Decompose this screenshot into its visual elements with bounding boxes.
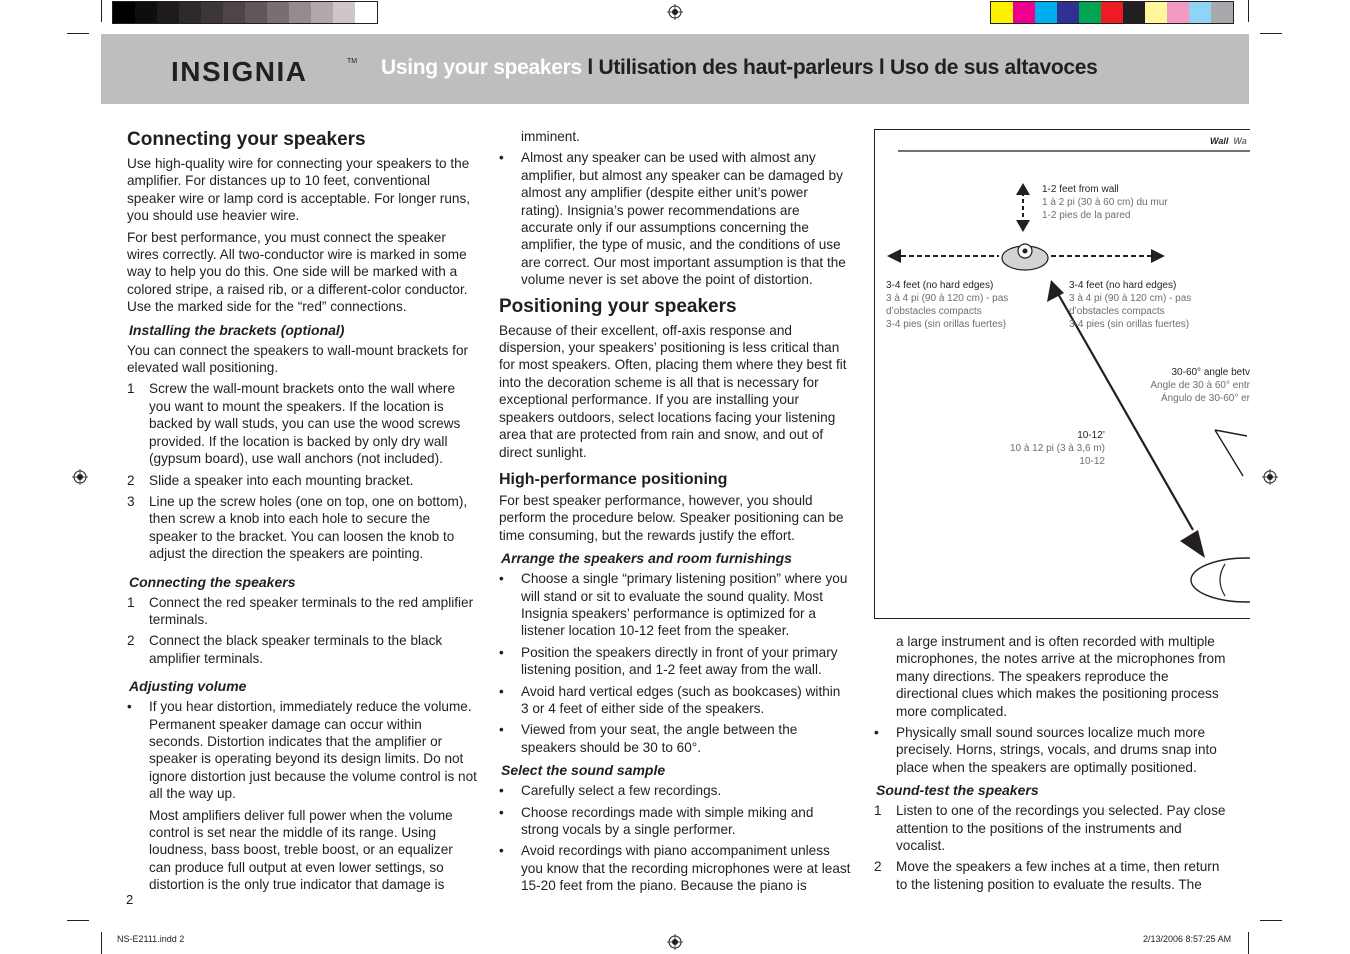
- color-swatch: [289, 2, 311, 23]
- color-swatch: [1035, 2, 1057, 23]
- list-item: 3 Line up the screw holes (one on top, one on bottom), then screw a knob into each hole to secure the speaker to the bracket. You can loosen the knob to adjust the direction the speakers are pointing.: [127, 493, 468, 562]
- color-swatch: [1145, 2, 1167, 23]
- color-swatch: [179, 2, 201, 23]
- angle-marker: [1215, 430, 1247, 476]
- registration-target-icon: [72, 469, 88, 485]
- paragraph: For best performance, you must connect the speaker wires correctly. All two-conductor wire is marked in some way to help you do this. One side will be marked with a colored stripe, a raised rib, or a different-color conductor. Use the marked side for the “red” connections.: [127, 229, 468, 315]
- title-english: Using your speakers: [381, 56, 582, 79]
- list-item: • Position the speakers directly in front of your primary listening position, and 1-2 feet away from the wall.: [499, 644, 838, 678]
- arrow-head-left: [887, 249, 901, 263]
- speaker-driver-center: [1023, 249, 1028, 254]
- color-swatch: [333, 2, 355, 23]
- column-right: [874, 633, 1226, 897]
- list-item: • Physically small sound sources localize much more precisely. Horns, strings, vocals, and drums snap into place when the speakers are optimally positioned.: [874, 725, 1217, 775]
- crop-mark: [1248, 0, 1249, 22]
- color-swatch: [245, 2, 267, 23]
- color-swatch: [267, 2, 289, 23]
- paragraph: a large instrument and is often recorded with multiple microphones, the notes arrive at the microphones from many directions. The speakers reproduce the directional clues which makes the positioning process more complicated.: [896, 634, 1226, 719]
- crop-mark: [67, 920, 89, 921]
- color-swatch: [1211, 2, 1233, 23]
- paragraph: Because of their excellent, off-axis response and dispersion, your speakers’ positioning is less critical than for most speakers. Often, placing them where they best fit into the decoration scheme is all that is necessary for exceptional performance. If you are installing your speakers outdoors, select locations facing your listening area that are protected from rain and snow, and out of direct sunlight.: [499, 322, 847, 460]
- insignia-logo: [171, 50, 358, 90]
- column-left: [127, 128, 477, 898]
- color-swatch: [1123, 2, 1145, 23]
- crop-mark: [101, 932, 102, 954]
- list-item: 1 Listen to one of the recordings you selected. Pay close attention to the positions of the instruments and vocalist.: [874, 803, 1226, 854]
- arrow-head-down: [1016, 220, 1030, 232]
- arrow-head-up: [1016, 183, 1030, 195]
- registration-target-icon: [667, 4, 683, 20]
- heading-connecting-the-speakers: Connecting the speakers: [129, 573, 296, 590]
- heading-arrange-speakers: Arrange the speakers and room furnishings: [501, 550, 792, 567]
- footer-timestamp: 2/13/2006 8:57:25 AM: [1143, 934, 1232, 944]
- left-clearance-label: 3-4 feet (no hard edges) 3 à 4 pi (90 à 120 cm) - pas d’obstacles compacts 3-4 pies (sin orillas fuertes): [886, 280, 1009, 330]
- footer-filename: NS-E2111.indd 2: [117, 934, 185, 944]
- list-item: • Avoid hard vertical edges (such as bookcases) within 3 or 4 feet of either side of the speakers.: [499, 683, 841, 716]
- list-item: • Choose recordings made with simple miking and strong vocals by a single performer.: [499, 804, 814, 837]
- list-item: 2 Move the speakers a few inches at a time, then return to the listening position to evaluate the results. The: [874, 859, 1220, 892]
- color-swatch: [1167, 2, 1189, 23]
- header-band: [101, 34, 1249, 104]
- color-swatch: [157, 2, 179, 23]
- list-item: 2 Connect the black speaker terminals to the black amplifier terminals.: [127, 633, 443, 666]
- column-middle: [499, 128, 851, 899]
- right-clearance-label: 3-4 feet (no hard edges) 3 à 4 pi (90 à 120 cm) - pas d’obstacles compacts 3-4 pies (sin orillas fuertes): [1069, 280, 1192, 330]
- heading-adjusting-volume: Adjusting volume: [129, 678, 247, 695]
- logo-wordmark: INSIGNIA: [171, 56, 308, 87]
- paragraph: For best speaker performance, however, you should perform the procedure below. Speaker positioning can be time consuming, but the rewards justify the effort.: [499, 492, 844, 543]
- page-title: [381, 56, 1098, 80]
- angle-label: 30-60° angle betv Angle de 30 à 60° entr Ángulo de 30-60° er: [1150, 367, 1250, 404]
- color-swatch: [223, 2, 245, 23]
- color-swatch: [1079, 2, 1101, 23]
- crop-mark: [101, 0, 102, 22]
- color-swatch: [1101, 2, 1123, 23]
- list-item: • If you hear distortion, immediately reduce the volume. Permanent speaker damage can occur within seconds. Distortion indicates that the amplifier or speaker is operating beyond its design limits. Do not ignore distortion just because the volume control is not all the way up.: [127, 699, 477, 802]
- paragraph: imminent.: [521, 129, 580, 144]
- color-swatch: [1057, 2, 1079, 23]
- list-item: 1 Connect the red speaker terminals to the red amplifier terminals.: [127, 594, 474, 627]
- wall-distance-label: 1-2 feet from wall 1 à 2 pi (30 à 60 cm) du mur 1-2 pies de la pared: [1042, 184, 1168, 221]
- registration-target-icon: [1262, 469, 1278, 485]
- paragraph: Most amplifiers deliver full power when the volume control is set near the middle of its range. Using loudness, bass boost, treble boost, or an equalizer can produce full output at even lower settings, so distortion is the only true indicator that damage is: [149, 807, 453, 893]
- arrow-head-down-right: [1180, 530, 1205, 558]
- color-swatch: [311, 2, 333, 23]
- list-item: 2 Slide a speaker into each mounting bracket.: [127, 472, 414, 488]
- process-color-bar: [990, 1, 1234, 24]
- color-swatch: [201, 2, 223, 23]
- crop-mark: [1260, 920, 1282, 921]
- heading-sound-test: Sound-test the speakers: [876, 782, 1039, 799]
- crop-mark: [1260, 33, 1282, 34]
- arrow-head-right: [1151, 249, 1165, 263]
- crop-mark: [67, 33, 89, 34]
- color-swatch: [1189, 2, 1211, 23]
- list-item: • Almost any speaker can be used with almost any amplifier, but almost any speaker can be damaged by almost any amplifier (despite either unit’s power rating). Insignia’s power recommendations are accurate only if our assumptions concerning the amplifier, the type of music, and the conditions of use are correct. Our most important assumption is that the volume never is set above the point of distortion.: [499, 150, 846, 288]
- color-swatch: [355, 2, 377, 23]
- grayscale-color-bar: [112, 1, 378, 24]
- list-item: • Carefully select a few recordings.: [499, 783, 722, 799]
- listening-distance-label: 10-12’ 10 à 12 pi (3 à 3,6 m) 10-12: [1009, 430, 1105, 467]
- title-translations: l Utilisation des haut-parleurs l Uso de sus altavoces: [581, 56, 1098, 79]
- speaker-positioning-diagram: [874, 129, 1250, 619]
- list-item: • Viewed from your seat, the angle between the speakers should be 30 to 60°.: [499, 722, 798, 755]
- logo-trademark: TM: [347, 58, 358, 65]
- color-swatch: [1013, 2, 1035, 23]
- paragraph: You can connect the speakers to wall-mount brackets for elevated wall positioning.: [127, 342, 469, 376]
- color-swatch: [991, 2, 1013, 23]
- heading-installing-brackets: Installing the brackets (optional): [129, 321, 345, 338]
- crop-mark: [1248, 932, 1249, 954]
- list-item: 1 Screw the wall-mount brackets onto the wall where you want to mount the speakers. If the location is backed by wall studs, you can use the wood screws provided. If the location is backed by only dry wall (gypsum board), use wall anchors (not included).: [127, 381, 461, 467]
- heading-select-sound-sample: Select the sound sample: [501, 762, 666, 779]
- list-item: • Choose a single “primary listening position” where you will stand or sit to evaluate the sound quality. Most Insignia speakers’ performance is optimized for a listener location 10-12 feet from the speaker.: [499, 571, 848, 639]
- paragraph: Use high-quality wire for connecting your speakers to the amplifier. For distances up to 10 feet, conventional speaker wire or lamp cord is acceptable. For longer runs, you should use heavier wire.: [127, 156, 471, 224]
- page-number: 2: [126, 892, 134, 907]
- color-swatch: [113, 2, 135, 23]
- heading-connecting-speakers: Connecting your speakers: [127, 129, 366, 150]
- color-swatch: [135, 2, 157, 23]
- list-item: • Avoid recordings with piano accompaniment unless you know that the recording microphones were at least 15-20 feet from the piano. Because the piano is: [499, 843, 851, 894]
- registration-target-icon: [667, 934, 683, 950]
- heading-positioning-speakers: Positioning your speakers: [499, 295, 737, 317]
- heading-high-performance: High-performance positioning: [499, 470, 728, 488]
- wall-label: Wall Wa: [1210, 136, 1247, 146]
